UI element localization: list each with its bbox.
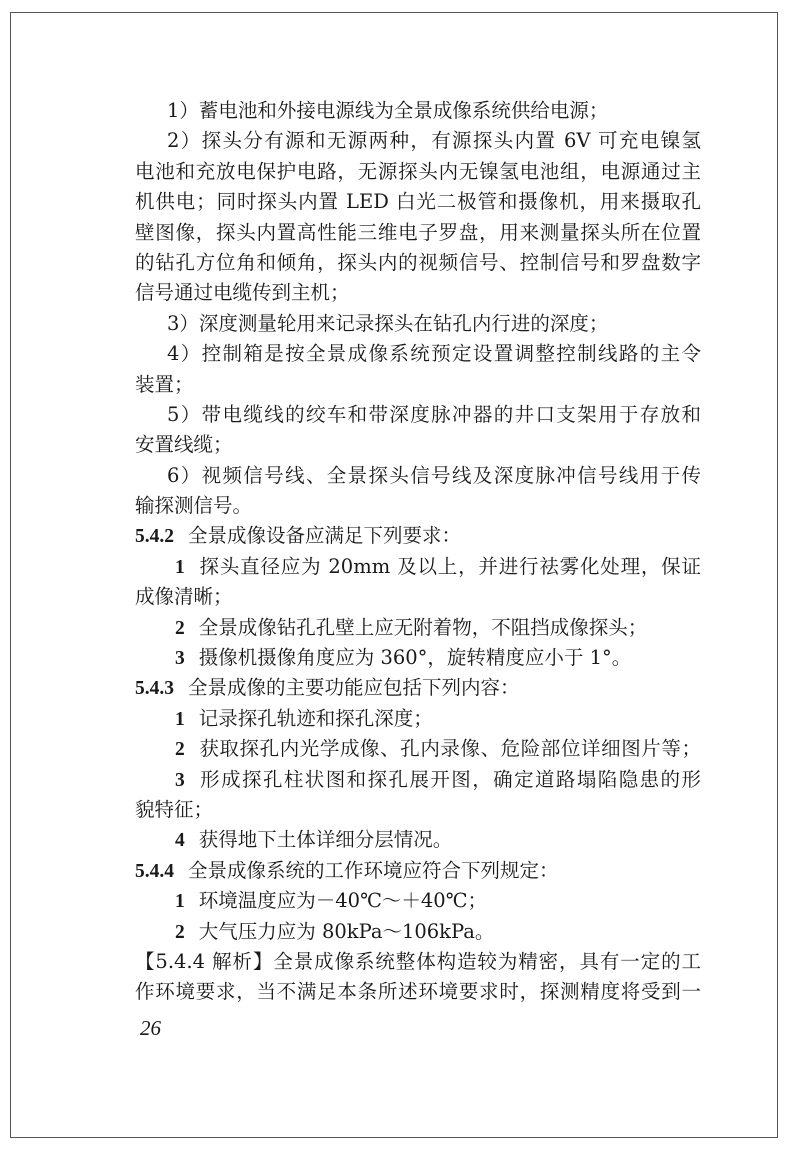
text-line [135, 643, 701, 673]
text-line [135, 613, 701, 643]
line-text: 5）带电缆线的绞车和带深度脉冲器的井口支架用于存放和 [167, 402, 701, 426]
page-number: 26 [140, 1016, 161, 1040]
clause-number: 3 [175, 769, 185, 791]
text-line [135, 248, 701, 278]
text-line [135, 765, 701, 795]
line-text: 全景成像设备应满足下列要求： [188, 524, 462, 548]
clause-number: 2 [175, 617, 185, 639]
text-line [135, 795, 701, 825]
text-line [135, 582, 701, 612]
document-body [135, 96, 701, 1008]
line-text: 3）深度测量轮用来记录探头在钻孔内行进的深度； [167, 311, 609, 335]
line-text: 形成探孔柱状图和探孔展开图，确定道路塌陷隐患的形 [198, 767, 701, 791]
line-text: 1）蓄电池和外接电源线为全景成像系统供给电源； [167, 99, 609, 122]
clause-number: 1 [175, 891, 185, 913]
line-text: 全景成像的主要功能应包括下列内容： [188, 676, 520, 700]
line-text: 探头直径应为 20mm 及以上，并进行祛雾化处理，保证 [198, 554, 701, 578]
line-text: 全景成像钻孔孔壁上应无附着物，不阻挡成像探头； [198, 615, 648, 639]
clause-number: 5.4.4 [135, 860, 174, 882]
clause-number: 5.4.3 [135, 678, 174, 700]
line-text: 【5.4.4 解析】全景成像系统整体构造较为精密，具有一定的工 [135, 949, 701, 973]
clause-number: 5.4.2 [135, 526, 174, 548]
clause-number: 4 [175, 830, 185, 852]
text-line [135, 430, 701, 460]
text-line [135, 734, 701, 764]
text-line [135, 461, 701, 491]
line-text: 大气压力应为 80kPa～106kPa。 [198, 919, 495, 943]
line-text: 输探测信号。 [135, 494, 253, 518]
line-text: 机供电；同时探头内置 LED 白光二极管和摄像机，用来摄取孔 [135, 190, 701, 214]
text-line [135, 157, 701, 187]
text-line [135, 218, 701, 248]
line-text: 全景成像系统的工作环境应符合下列规定： [188, 858, 559, 882]
text-line [135, 187, 701, 217]
text-line [135, 491, 701, 521]
line-text: 获得地下土体详细分层情况。 [198, 828, 453, 852]
line-text: 作环境要求，当不满足本条所述环境要求时，探测精度将受到一 [135, 980, 701, 1004]
line-text: 壁图像，探头内置高性能三维电子罗盘，用来测量探头所在位置 [135, 220, 701, 244]
line-text: 获取探孔内光学成像、孔内录像、危险部位详细图片等； [198, 737, 701, 761]
text-line [135, 886, 701, 916]
line-text: 记录探孔轨迹和探孔深度； [198, 706, 433, 730]
line-text: 的钻孔方位角和倾角，探头内的视频信号、控制信号和罗盘数字 [135, 250, 701, 274]
line-text: 4）控制箱是按全景成像系统预定设置调整控制线路的主令 [167, 342, 701, 366]
text-line [135, 552, 701, 582]
text-line [135, 370, 701, 400]
text-line [135, 400, 701, 430]
line-text: 2）探头分有源和无源两种，有源探头内置 6V 可充电镍氢 [167, 129, 701, 153]
line-text: 6）视频信号线、全景探头信号线及深度脉冲信号线用于传 [167, 463, 701, 487]
line-text: 环境温度应为－40℃～＋40℃； [198, 889, 488, 913]
text-line [135, 917, 701, 947]
line-text: 装置； [135, 372, 194, 396]
line-text: 信号通过电缆传到主机； [135, 281, 350, 305]
text-line [135, 977, 701, 1007]
text-line [135, 704, 701, 734]
line-text: 电池和充放电保护电路，无源探头内无镍氢电池组，电源通过主 [135, 159, 701, 183]
clause-number: 1 [175, 708, 185, 730]
text-line [135, 521, 701, 551]
text-line [135, 947, 701, 977]
line-text: 安置线缆； [135, 433, 233, 457]
clause-number: 1 [175, 556, 185, 578]
line-text: 成像清晰； [135, 585, 233, 609]
clause-number: 2 [175, 739, 185, 761]
line-text: 摄像机摄像角度应为 360°，旋转精度应小于 1°。 [198, 646, 632, 670]
clause-number: 2 [175, 921, 185, 943]
text-line [135, 309, 701, 339]
text-line [135, 126, 701, 156]
text-line [135, 339, 701, 369]
clause-number: 3 [175, 648, 185, 670]
text-line [135, 96, 701, 126]
line-text: 貌特征； [135, 797, 214, 821]
text-line [135, 856, 701, 886]
text-line [135, 278, 701, 308]
text-line [135, 673, 701, 703]
text-line [135, 825, 701, 855]
